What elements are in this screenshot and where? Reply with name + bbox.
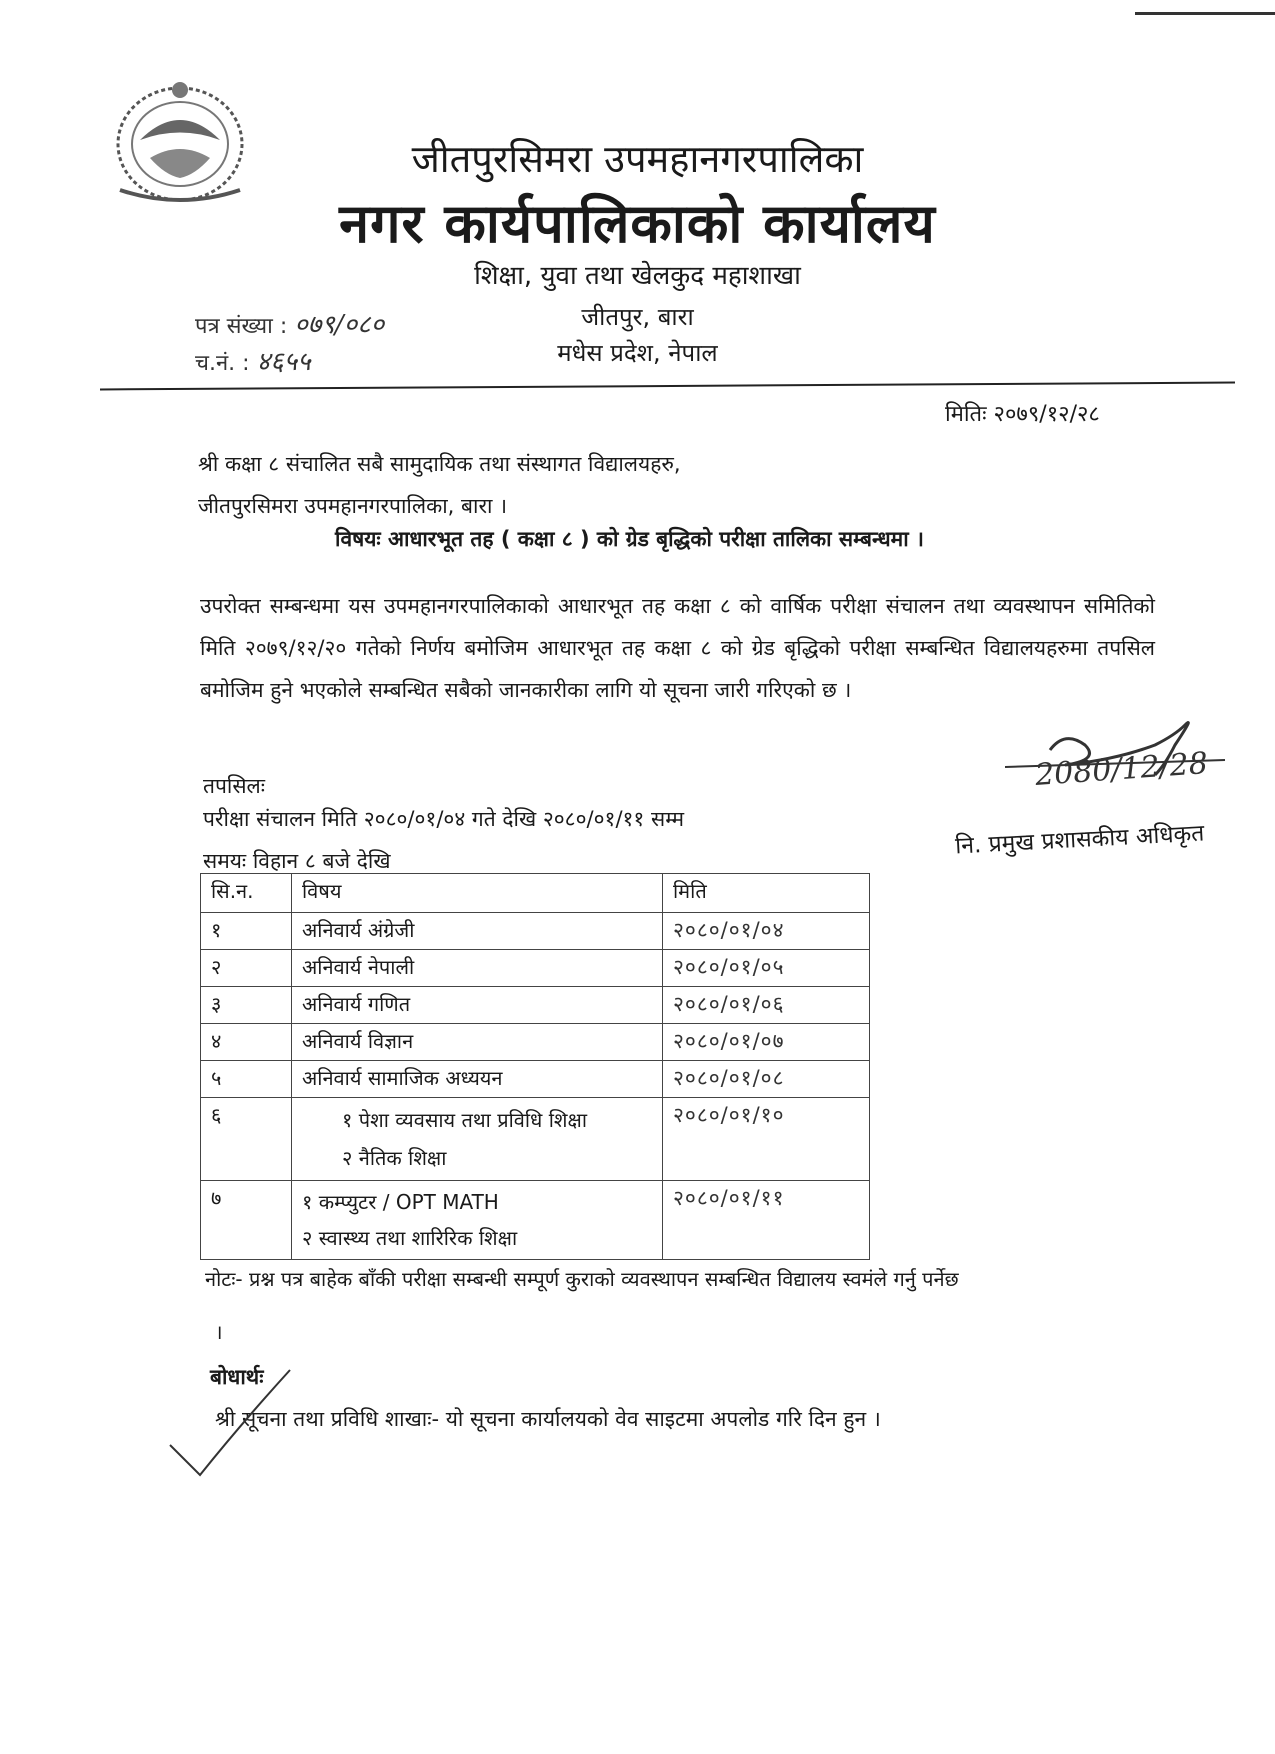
- row-date: २०८०/०१/०७: [663, 1024, 870, 1061]
- it-branch-instruction: श्री सूचना तथा प्रविधि शाखाः- यो सूचना कार्यालयको वेव साइटमा अपलोड गरि दिन हुन ।: [215, 1407, 881, 1431]
- table-row: [201, 987, 870, 1024]
- row-subject: [292, 1098, 663, 1181]
- row-subject: अनिवार्य सामाजिक अध्ययन: [292, 1061, 663, 1098]
- row-sn: १: [201, 913, 292, 950]
- bodharth-label: बोधार्थः: [210, 1365, 264, 1389]
- body-paragraph: उपरोक्त सम्बन्धमा यस उपमहानगरपालिकाको आधारभूत तह कक्षा ८ को वार्षिक परीक्षा संचालन तथा व्यवस्थापन समितिको मिति २०७९/१२/२० गतेको निर्णय बमोजिम आधारभूत तह कक्षा ८ को ग्रेड बृद्धिको परीक्षा सम्बन्धित विद्यालयहरुमा तपसिल बमोजिम हुने भएकोले सम्बन्धित सबैको जानकारीका लागि यो सूचना जारी गरिएको छ ।: [200, 594, 1155, 702]
- row-date: २०८०/०१/०५: [663, 950, 870, 987]
- patra-sankhya: [195, 305, 384, 341]
- header-date: मिति: [663, 874, 870, 913]
- patra-value: ०७९/०८०: [294, 310, 385, 340]
- address-city: जीतपुर, बारा: [581, 303, 694, 331]
- table-row: [201, 1181, 870, 1260]
- recipient-line-2: जीतपुरसिमरा उपमहानगरपालिका, बारा ।: [198, 494, 508, 518]
- tapasil-label: तपसिलः: [203, 774, 266, 798]
- row-subject: अनिवार्य नेपाली: [292, 950, 663, 987]
- header-divider: [100, 382, 1235, 391]
- check-mark: [160, 1365, 320, 1485]
- table-header-row: [201, 874, 870, 913]
- row-subject-line: १ पेशा व्यवसाय तथा प्रविधि शिक्षा: [342, 1108, 588, 1132]
- signature-date: 2080/12/28: [1033, 746, 1209, 793]
- municipality-name: जीतपुरसिमरा उपमहानगरपालिका: [411, 137, 864, 181]
- header-sn: सि.न.: [201, 874, 292, 913]
- office-title: नगर कार्यपालिकाको कार्यालय: [339, 192, 936, 255]
- row-subject-line: २ स्वास्थ्य तथा शारिरिक शिक्षा: [302, 1226, 518, 1250]
- row-date: २०८०/०१/०४: [663, 913, 870, 950]
- row-sn: ३: [201, 987, 292, 1024]
- row-subject: अनिवार्य गणित: [292, 987, 663, 1024]
- row-sn: ६: [201, 1098, 292, 1181]
- table-row: [201, 1061, 870, 1098]
- exam-period: परीक्षा संचालन मिति २०८०/०१/०४ गते देखि २०८०/०१/११ सम्म: [203, 807, 685, 831]
- subject-line: विषयः आधारभूत तह ( कक्षा ८ ) को ग्रेड बृद्धिको परीक्षा तालिका सम्बन्धमा ।: [335, 527, 924, 551]
- recipient-line-1: श्री कक्षा ८ संचालित सबै सामुदायिक तथा संस्थागत विद्यालयहरु,: [198, 452, 681, 476]
- chalan-label: च.नं. :: [195, 351, 250, 376]
- division-name: शिक्षा, युवा तथा खेलकुद महाशाखा: [474, 261, 801, 291]
- row-date: २०८०/०१/१०: [663, 1098, 870, 1181]
- row-subject: [292, 1181, 663, 1260]
- row-sn: ४: [201, 1024, 292, 1061]
- address-province: मधेस प्रदेश, नेपाल: [557, 339, 718, 367]
- letter-date: मितिः २०७९/१२/२८: [945, 402, 1100, 427]
- table-row: [201, 1024, 870, 1061]
- exam-schedule-table: [200, 873, 870, 1260]
- row-date: २०८०/०१/११: [663, 1181, 870, 1260]
- chalan-number: [195, 342, 311, 378]
- row-date: २०८०/०१/०८: [663, 1061, 870, 1098]
- note-end: ।: [215, 1320, 223, 1344]
- note-text: नोटः- प्रश्न पत्र बाहेक बाँकी परीक्षा सम्बन्धी सम्पूर्ण कुराको व्यवस्थापन सम्बन्धित विद्यालय स्वमंले गर्नु पर्नेछ: [205, 1267, 959, 1291]
- header-subject: विषय: [292, 874, 663, 913]
- row-sn: ७: [201, 1181, 292, 1260]
- chalan-value: ४६५५: [256, 347, 311, 377]
- row-sn: ५: [201, 1061, 292, 1098]
- exam-time: समयः विहान ८ बजे देखि: [203, 849, 391, 873]
- row-subject: अनिवार्य अंग्रेजी: [292, 913, 663, 950]
- scan-edge-line: [1135, 12, 1275, 15]
- patra-label: पत्र संख्या :: [195, 314, 288, 339]
- row-subject-line: २ नैतिक शिक्षा: [342, 1146, 447, 1170]
- row-date: २०८०/०१/०६: [663, 987, 870, 1024]
- row-subject: अनिवार्य विज्ञान: [292, 1024, 663, 1061]
- table-row: [201, 1098, 870, 1181]
- signatory-title: नि. प्रमुख प्रशासकीय अधिकृत: [954, 820, 1205, 860]
- row-subject-line: १ कम्प्युटर / OPT MATH: [302, 1190, 499, 1214]
- table-row: [201, 950, 870, 987]
- row-sn: २: [201, 950, 292, 987]
- table-row: [201, 913, 870, 950]
